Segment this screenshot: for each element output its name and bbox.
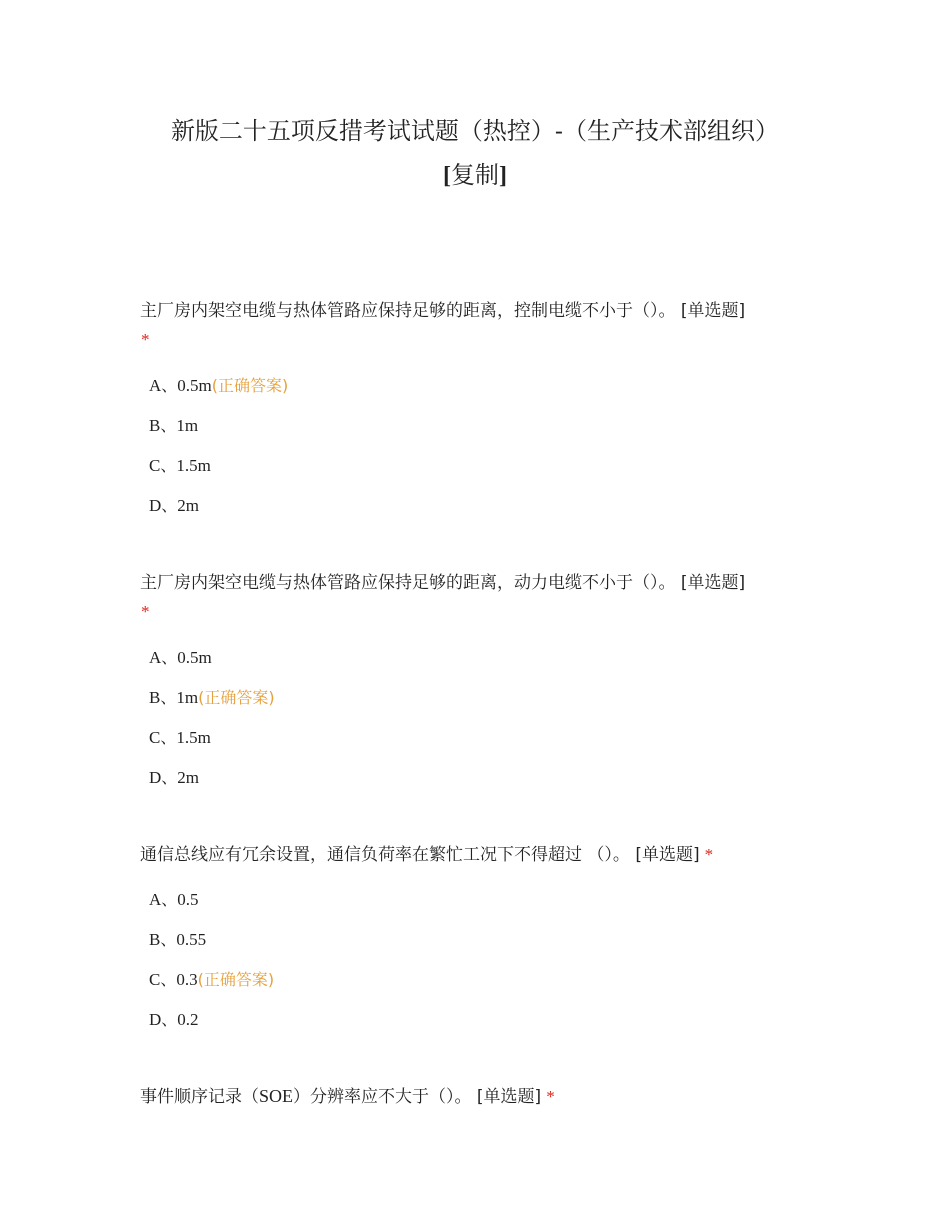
required-asterisk: * bbox=[141, 602, 150, 621]
copy-text: 复制 bbox=[451, 161, 499, 189]
correct-answer-label: (正确答案) bbox=[197, 970, 275, 989]
option-separator: 、 bbox=[161, 648, 178, 667]
option-value: 1m bbox=[176, 688, 199, 707]
option-value: 0.2 bbox=[177, 1010, 199, 1029]
question-4-text bbox=[140, 1082, 830, 1107]
question-type-label: [单选题] bbox=[680, 573, 746, 593]
question-type-label: [单选题] bbox=[476, 1087, 542, 1107]
option-separator: 、 bbox=[160, 456, 177, 475]
question-2-option-d bbox=[149, 765, 199, 788]
option-separator: 、 bbox=[161, 376, 178, 395]
question-text: 主厂房内架空电缆与热体管路应保持足够的距离，控制电缆不小于（）。 bbox=[140, 301, 676, 321]
option-letter: D bbox=[149, 496, 162, 515]
question-3-text bbox=[140, 840, 830, 865]
question-3-option-d bbox=[149, 1007, 199, 1030]
option-value: 0.5m bbox=[177, 648, 212, 667]
question-1-text bbox=[140, 296, 830, 321]
option-letter: A bbox=[149, 648, 162, 667]
question-1-option-a bbox=[149, 373, 288, 396]
option-separator: 、 bbox=[160, 930, 177, 949]
option-separator: 、 bbox=[161, 496, 178, 515]
copy-bracket-open: [ bbox=[443, 163, 451, 189]
question-1-option-b bbox=[149, 413, 198, 436]
option-separator: 、 bbox=[161, 890, 178, 909]
question-text-abbreviation: SOE bbox=[259, 1086, 294, 1106]
option-separator: 、 bbox=[160, 688, 177, 707]
question-type-label: [单选题] bbox=[635, 845, 700, 865]
option-value: 0.55 bbox=[176, 930, 207, 949]
option-value: 2m bbox=[177, 768, 200, 787]
required-asterisk: * bbox=[546, 1087, 555, 1106]
question-1-option-d bbox=[149, 493, 199, 516]
question-text-before: 事件顺序记录（ bbox=[140, 1087, 259, 1107]
copy-bracket-close: ] bbox=[499, 163, 507, 189]
correct-answer-label: (正确答案) bbox=[198, 688, 275, 707]
required-asterisk: * bbox=[704, 845, 714, 864]
option-value: 1.5m bbox=[176, 456, 211, 475]
option-separator: 、 bbox=[160, 970, 177, 989]
correct-answer-label: (正确答案) bbox=[211, 376, 289, 395]
question-2-option-a bbox=[149, 645, 212, 668]
question-text-after: ）分辨率应不大于（）。 bbox=[293, 1087, 472, 1107]
question-3-option-a bbox=[149, 887, 199, 910]
option-letter: B bbox=[149, 416, 161, 435]
question-2-option-b bbox=[149, 685, 275, 708]
copy-label bbox=[0, 155, 950, 190]
option-separator: 、 bbox=[161, 1010, 178, 1029]
question-3-option-b bbox=[149, 927, 206, 950]
question-text: 主厂房内架空电缆与热体管路应保持足够的距离，动力电缆不小于（）。 bbox=[140, 573, 676, 593]
question-type-label: [单选题] bbox=[680, 301, 746, 321]
exam-title: 新版二十五项反措考试试题（热控）-（生产技术部组织） bbox=[170, 117, 780, 145]
option-value: 0.3 bbox=[176, 970, 198, 989]
option-letter: A bbox=[149, 890, 162, 909]
option-value: 1m bbox=[176, 416, 199, 435]
question-3-option-c bbox=[149, 967, 274, 990]
option-value: 0.5m bbox=[177, 376, 212, 395]
option-value: 1.5m bbox=[176, 728, 211, 747]
option-letter: D bbox=[149, 768, 162, 787]
option-separator: 、 bbox=[160, 416, 177, 435]
option-separator: 、 bbox=[160, 728, 177, 747]
option-letter: C bbox=[149, 456, 161, 475]
question-text: 通信总线应有冗余设置，通信负荷率在繁忙工况下不得超过 （）。 bbox=[140, 845, 630, 865]
option-separator: 、 bbox=[161, 768, 178, 787]
option-letter: B bbox=[149, 930, 161, 949]
question-1-option-c bbox=[149, 453, 211, 476]
question-2-text bbox=[140, 568, 830, 593]
option-letter: A bbox=[149, 376, 162, 395]
option-value: 2m bbox=[177, 496, 200, 515]
option-letter: B bbox=[149, 688, 161, 707]
option-value: 0.5 bbox=[177, 890, 199, 909]
option-letter: C bbox=[149, 728, 161, 747]
question-2-option-c bbox=[149, 725, 211, 748]
option-letter: D bbox=[149, 1010, 162, 1029]
option-letter: C bbox=[149, 970, 161, 989]
required-asterisk: * bbox=[141, 330, 150, 349]
